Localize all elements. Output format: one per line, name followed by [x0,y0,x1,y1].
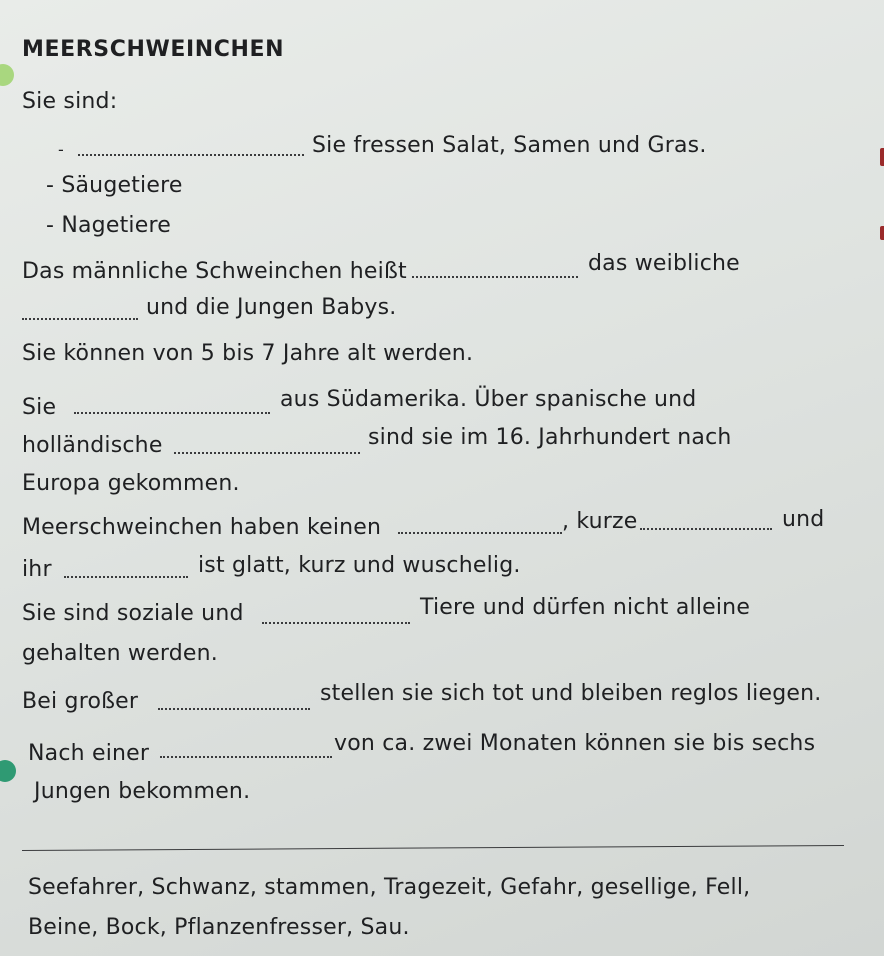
para4-text-d: ihr [22,557,52,582]
intro-text: Sie sind: [22,89,118,114]
blank-5[interactable] [174,452,360,454]
punch-hole-top [0,64,14,86]
para3-text-e: Europa gekommen. [22,471,240,496]
para1-text-a: Das männliche Schweinchen heißt [22,259,407,284]
blank-7[interactable] [640,528,772,530]
word-bank-line-2: Beine, Bock, Pflanzenfresser, Sau. [28,915,410,940]
blank-11[interactable] [160,756,332,758]
para5-text-b: Tiere und dürfen nicht alleine [420,595,751,620]
para7-text-c: Jungen bekommen. [34,779,251,804]
para3-text-b: aus Südamerika. Über spanische und [280,387,697,412]
para7-text-b: von ca. zwei Monaten können sie bis sechs [334,731,816,756]
blank-10[interactable] [158,708,310,710]
item-eats-text: Sie fressen Salat, Samen und Gras. [312,133,707,158]
word-bank-line-1: Seefahrer, Schwanz, stammen, Tragezeit, Gefahr, gesellige, Fell, [28,875,751,900]
para3-text-d: sind sie im 16. Jahrhundert nach [368,425,732,450]
para6-text-a: Bei großer [22,689,139,714]
blank-3[interactable] [22,318,138,320]
page-edge-mark [880,148,884,166]
punch-hole-bottom [0,760,16,782]
worksheet-title: MEERSCHWEINCHEN [22,37,285,62]
para4-text-c: und [782,507,825,532]
item-mammals: - Säugetiere [46,173,183,198]
para7-text-a: Nach einer [28,741,150,766]
blank-9[interactable] [262,622,410,624]
para4-text-b: , kurze [562,509,638,534]
para5-text-c: gehalten werden. [22,641,218,666]
blank-1[interactable] [78,154,304,156]
blank-2[interactable] [412,276,578,278]
para4-text-a: Meerschweinchen haben keinen [22,515,382,540]
blank-6[interactable] [398,532,562,534]
divider-line [22,845,844,851]
para1-text-c: und die Jungen Babys. [146,295,397,320]
blank-4[interactable] [74,412,270,414]
item-rodents: - Nagetiere [46,213,171,238]
para5-text-a: Sie sind soziale und [22,601,244,626]
para3-text-a: Sie [22,395,57,420]
blank-8[interactable] [64,576,188,578]
para1-text-b: das weibliche [588,251,740,276]
para3-text-c: holländische [22,433,163,458]
para6-text-b: stellen sie sich tot und bleiben reglos liegen. [320,681,822,706]
item-dash: - [58,140,64,159]
para2-text: Sie können von 5 bis 7 Jahre alt werden. [22,341,474,366]
page-edge-mark [880,226,884,240]
para4-text-e: ist glatt, kurz und wuschelig. [198,553,521,578]
